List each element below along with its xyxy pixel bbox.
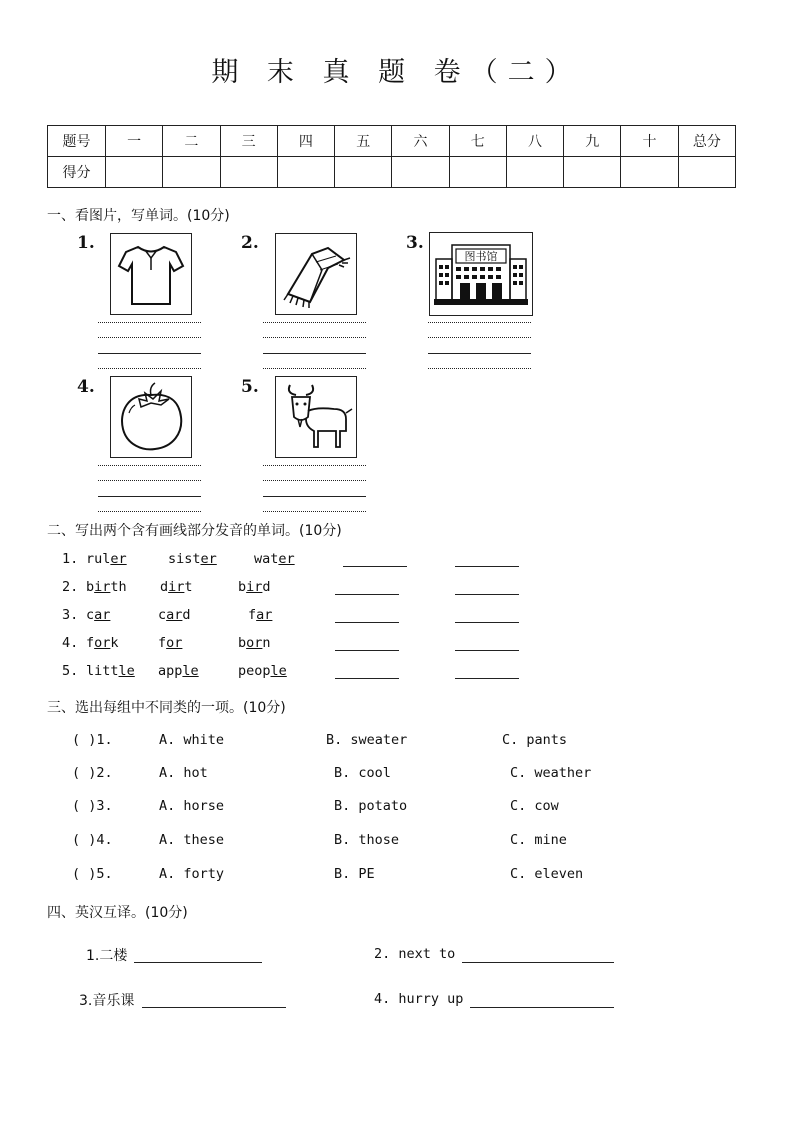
underlined-sound: ir	[246, 579, 263, 595]
score-cell[interactable]	[335, 157, 392, 188]
underlined-sound: le	[118, 663, 135, 679]
score-cell[interactable]	[106, 157, 163, 188]
option-a: A. hot	[159, 765, 208, 781]
underlined-sound: or	[246, 635, 263, 651]
answer-paren[interactable]: ( )5.	[72, 866, 113, 882]
option-c: C. pants	[502, 732, 568, 748]
score-cell[interactable]	[564, 157, 621, 188]
score-cell[interactable]	[678, 157, 735, 188]
answer-lines[interactable]	[428, 307, 531, 369]
row-number: 2.	[62, 579, 79, 595]
translation-item: 3.音乐课	[79, 993, 135, 1009]
table-cell: 八	[506, 126, 563, 157]
underlined-sound: er	[200, 551, 217, 567]
item-number: 3.	[406, 233, 424, 253]
score-table-score-row	[48, 157, 736, 188]
underlined-sound: ar	[166, 607, 183, 623]
phonics-word: birth	[86, 579, 127, 595]
underlined-sound: le	[270, 663, 287, 679]
underlined-sound: ar	[256, 607, 273, 623]
answer-blank[interactable]	[142, 1007, 286, 1008]
underlined-sound: le	[182, 663, 199, 679]
answer-blank[interactable]	[335, 622, 399, 623]
row-number: 5.	[62, 663, 79, 679]
answer-blank[interactable]	[455, 566, 519, 567]
score-cell[interactable]	[163, 157, 220, 188]
answer-paren[interactable]: ( )2.	[72, 765, 113, 781]
phonics-word: for	[158, 635, 183, 651]
option-b: B. cool	[334, 765, 391, 781]
answer-blank[interactable]	[335, 594, 399, 595]
option-c: C. weather	[510, 765, 592, 781]
row-number: 4.	[62, 635, 79, 651]
answer-lines[interactable]	[98, 307, 201, 369]
phonics-word: little	[86, 663, 135, 679]
table-cell: 六	[392, 126, 449, 157]
scarf-icon	[275, 233, 357, 315]
answer-blank[interactable]	[455, 678, 519, 679]
table-cell: 题号	[48, 126, 106, 157]
score-cell[interactable]	[449, 157, 506, 188]
underlined-sound: ir	[168, 579, 185, 595]
table-cell: 九	[564, 126, 621, 157]
underlined-sound: er	[110, 551, 127, 567]
answer-blank[interactable]	[335, 678, 399, 679]
library-icon	[429, 232, 533, 316]
underlined-sound: or	[166, 635, 183, 651]
table-cell: 七	[449, 126, 506, 157]
option-b: B. PE	[334, 866, 375, 882]
phonics-word: bird	[238, 579, 271, 595]
score-cell[interactable]	[621, 157, 678, 188]
option-c: C. cow	[510, 798, 559, 814]
underlined-sound: ir	[94, 579, 111, 595]
item-number: 1.	[77, 233, 95, 253]
table-cell: 十	[621, 126, 678, 157]
library-sign: 图书馆	[464, 250, 498, 263]
tomato-icon	[110, 376, 192, 458]
phonics-word: far	[248, 607, 273, 623]
translation-item: 2. next to	[374, 946, 456, 962]
option-b: B. those	[334, 832, 400, 848]
score-table	[47, 125, 736, 188]
answer-blank[interactable]	[455, 622, 519, 623]
table-cell: 一	[106, 126, 163, 157]
answer-paren[interactable]: ( )3.	[72, 798, 113, 814]
phonics-word: ruler	[86, 551, 127, 567]
phonics-word: born	[238, 635, 271, 651]
translation-item: 1.二楼	[86, 948, 128, 964]
phonics-word: dirt	[160, 579, 193, 595]
underlined-sound: or	[94, 635, 111, 651]
phonics-word: car	[86, 607, 111, 623]
underlined-sound: ar	[94, 607, 111, 623]
answer-blank[interactable]	[335, 650, 399, 651]
underlined-sound: er	[278, 551, 295, 567]
translation-item: 4. hurry up	[374, 991, 464, 1007]
option-a: A. white	[159, 732, 225, 748]
table-cell: 四	[277, 126, 334, 157]
score-cell[interactable]	[506, 157, 563, 188]
table-cell: 得分	[48, 157, 106, 188]
row-number: 1.	[62, 551, 79, 567]
option-c: C. eleven	[510, 866, 584, 882]
tshirt-icon	[110, 233, 192, 315]
phonics-word: card	[158, 607, 191, 623]
answer-blank[interactable]	[343, 566, 407, 567]
option-b: B. potato	[334, 798, 408, 814]
score-cell[interactable]	[220, 157, 277, 188]
answer-blank[interactable]	[455, 650, 519, 651]
option-a: A. horse	[159, 798, 225, 814]
answer-blank[interactable]	[462, 962, 614, 963]
goat-icon	[275, 376, 357, 458]
item-number: 2.	[241, 233, 259, 253]
option-a: A. these	[159, 832, 225, 848]
section-3-heading: 三、选出每组中不同类的一项。(10分)	[47, 700, 286, 716]
section-4-heading: 四、英汉互译。(10分)	[47, 905, 188, 921]
answer-lines[interactable]	[263, 450, 366, 512]
answer-paren[interactable]: ( )1.	[72, 732, 113, 748]
table-cell: 二	[163, 126, 220, 157]
option-a: A. forty	[159, 866, 225, 882]
item-number: 4.	[77, 377, 95, 397]
answer-blank[interactable]	[455, 594, 519, 595]
section-2-heading: 二、写出两个含有画线部分发音的单词。(10分)	[47, 523, 342, 539]
answer-lines[interactable]	[98, 450, 201, 512]
answer-lines[interactable]	[263, 307, 366, 369]
phonics-word: water	[254, 551, 295, 567]
answer-blank[interactable]	[470, 1007, 614, 1008]
page-title: 期 末 真 题 卷（二）	[211, 57, 582, 88]
phonics-word: sister	[168, 551, 217, 567]
option-c: C. mine	[510, 832, 567, 848]
phonics-word: people	[238, 663, 287, 679]
score-table-header-row	[48, 126, 736, 157]
row-number: 3.	[62, 607, 79, 623]
section-1-heading: 一、看图片，写单词。(10分)	[47, 208, 230, 224]
option-b: B. sweater	[326, 732, 408, 748]
item-number: 5.	[241, 377, 259, 397]
score-cell[interactable]	[277, 157, 334, 188]
phonics-word: apple	[158, 663, 199, 679]
answer-blank[interactable]	[134, 962, 262, 963]
table-cell: 五	[335, 126, 392, 157]
answer-paren[interactable]: ( )4.	[72, 832, 113, 848]
phonics-word: fork	[86, 635, 119, 651]
table-cell: 总分	[678, 126, 735, 157]
table-cell: 三	[220, 126, 277, 157]
score-cell[interactable]	[392, 157, 449, 188]
